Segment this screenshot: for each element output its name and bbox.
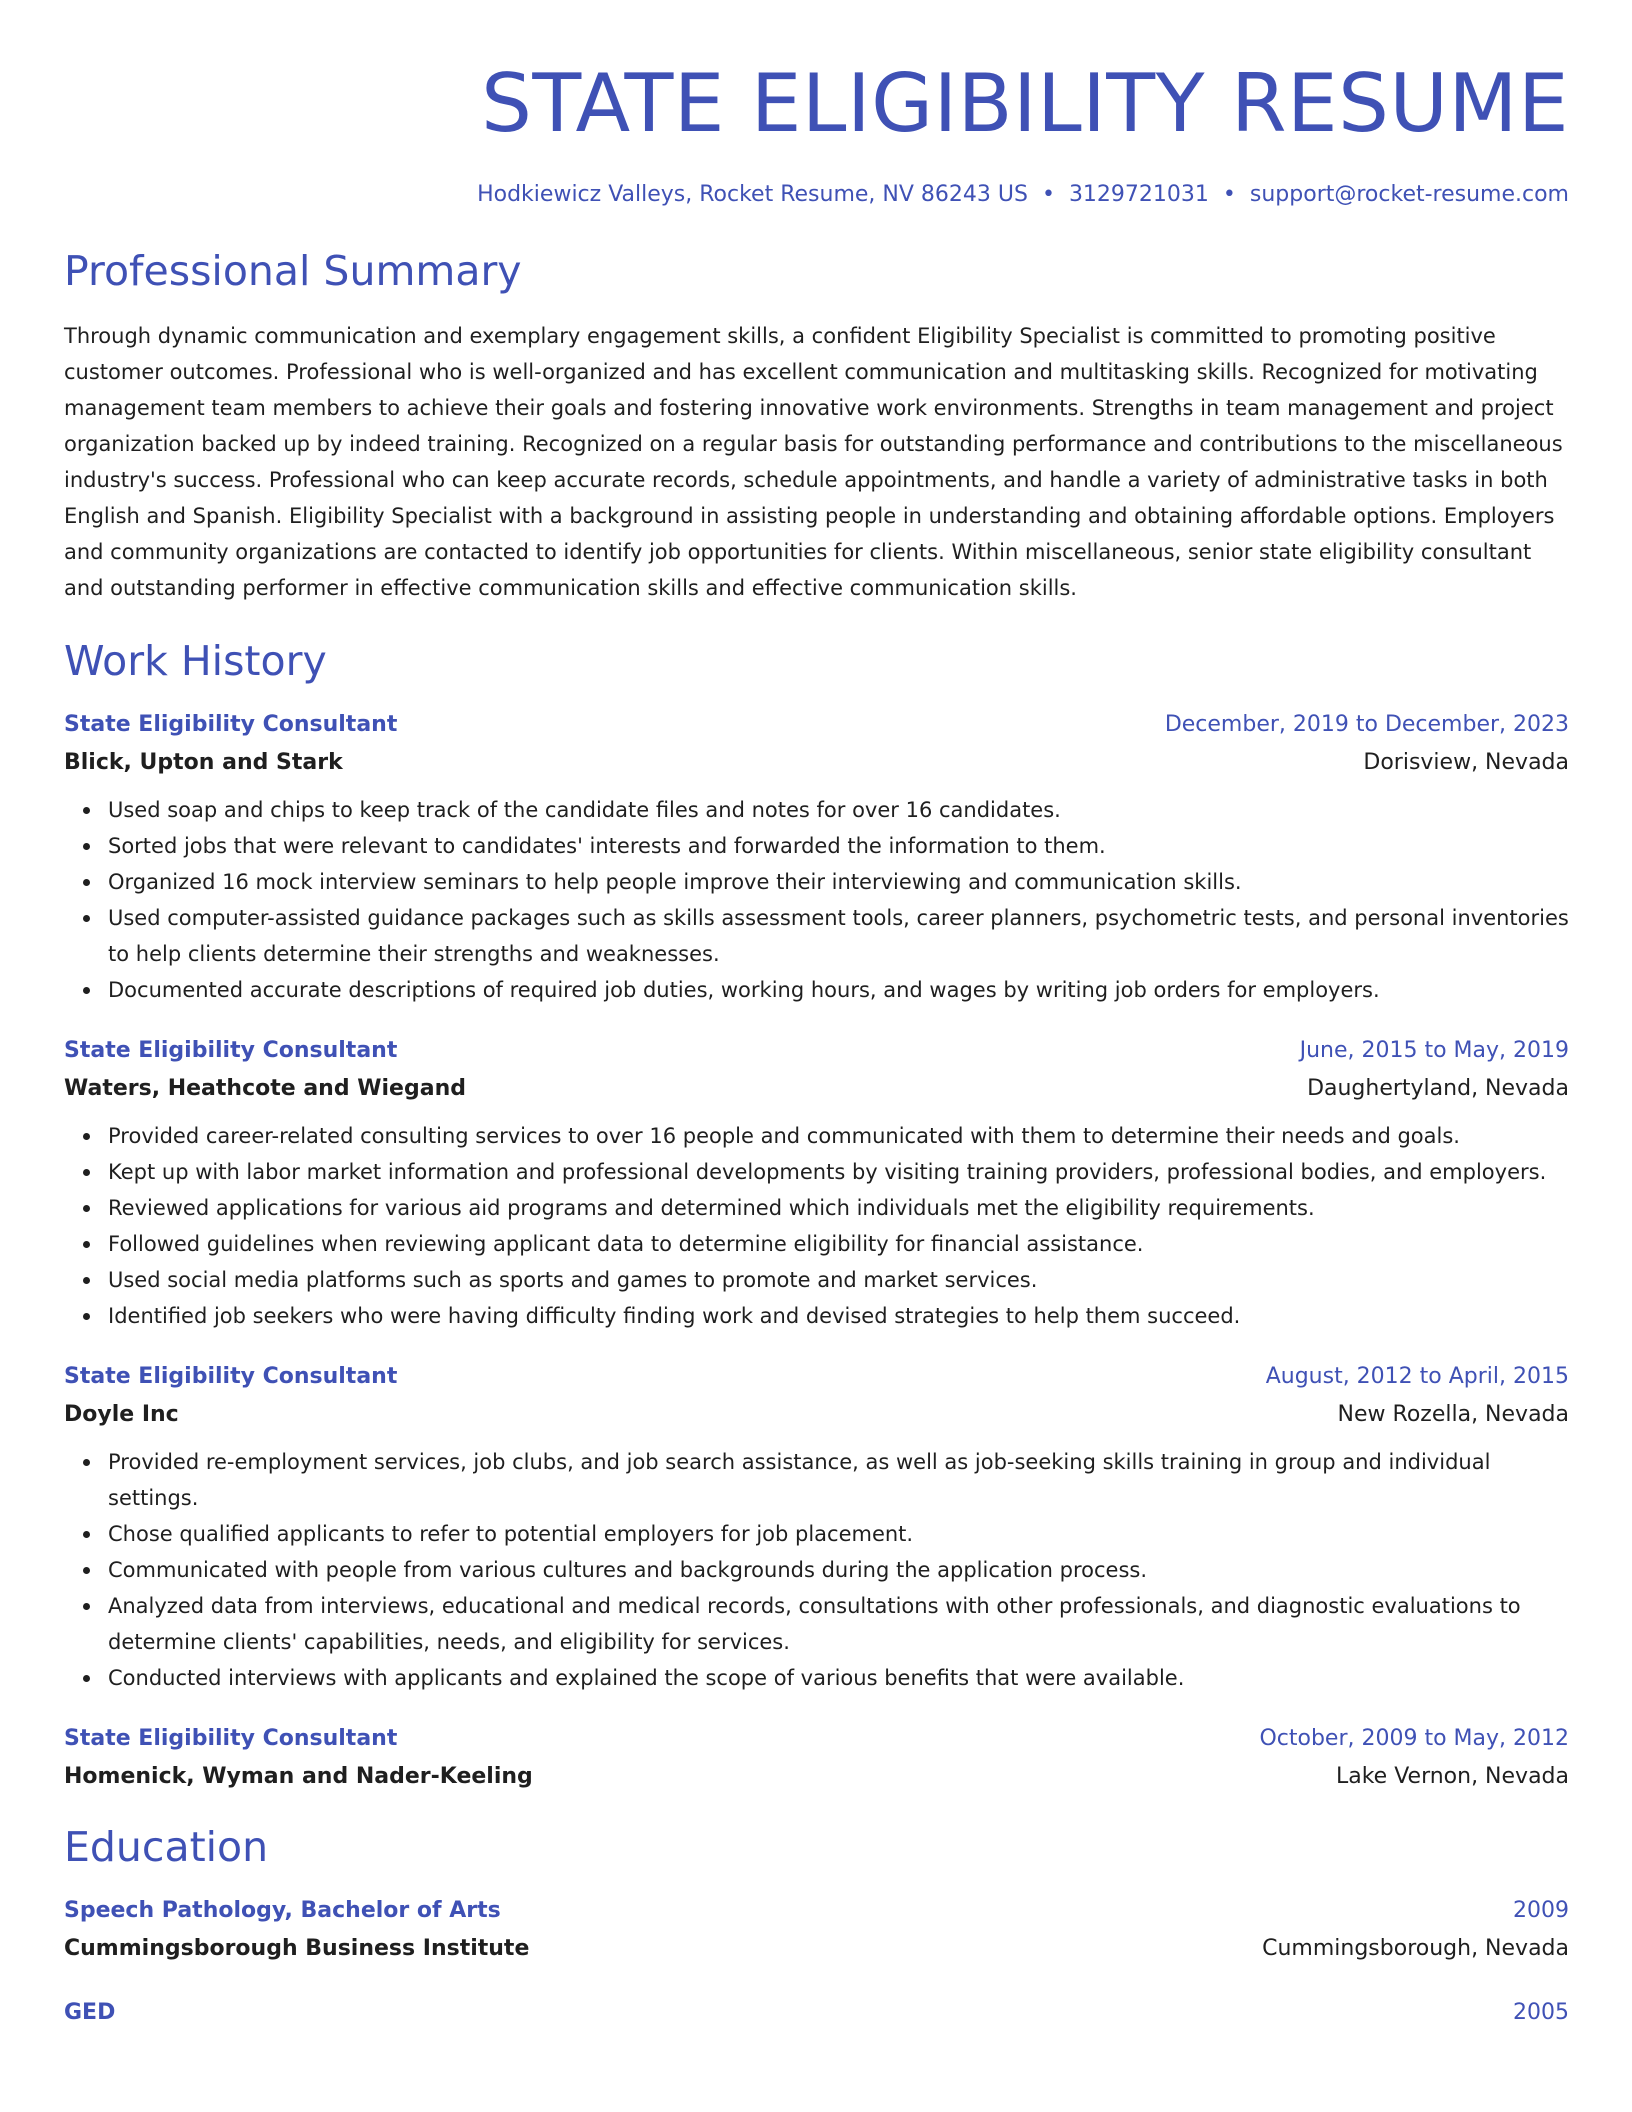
job-title: State Eligibility Consultant: [64, 1038, 398, 1063]
job-bullets: [64, 792, 1569, 1008]
job-bullet: Used social media platforms such as sports and games to promote and market services.: [108, 1262, 1569, 1298]
job-bullet: Used computer-assisted guidance packages such as skills assessment tools, career planners, psychometric tests, and personal inventories to help clients determine their strengths and weaknesses.: [108, 900, 1569, 972]
job-bullet: Identified job seekers who were having difficulty finding work and devised strategies to help them succeed.: [108, 1298, 1569, 1334]
contact-phone: 3129721031: [1068, 182, 1209, 207]
job-company: Waters, Heathcote and Wiegand: [64, 1076, 466, 1101]
job-entry: [64, 710, 1569, 1008]
job-bullet: Communicated with people from various cultures and backgrounds during the application process.: [108, 1552, 1569, 1588]
education-entry: [64, 1998, 1569, 2028]
work-history-heading: Work History: [64, 637, 327, 685]
job-company: Doyle Inc: [64, 1402, 179, 1427]
job-bullet: Analyzed data from interviews, educational and medical records, consultations with other professionals, and diagnostic evaluations to determine clients' capabilities, needs, and eligibility for services.: [108, 1588, 1569, 1660]
job-location: Dorisview, Nevada: [1363, 750, 1569, 775]
job-title: State Eligibility Consultant: [64, 1364, 398, 1389]
education-heading: Education: [64, 1823, 269, 1871]
education-year: 2005: [1513, 2000, 1569, 2025]
job-bullet: Organized 16 mock interview seminars to help people improve their interviewing and communication skills.: [108, 864, 1569, 900]
job-dates: June, 2015 to May, 2019: [1299, 1038, 1569, 1063]
job-bullet: Used soap and chips to keep track of the candidate files and notes for over 16 candidates.: [108, 792, 1569, 828]
job-company: Blick, Upton and Stark: [64, 750, 343, 775]
job-bullets: [64, 1444, 1569, 1696]
job-title: State Eligibility Consultant: [64, 712, 398, 737]
job-bullet: Provided re-employment services, job clubs, and job search assistance, as well as job-seeking skills training in group and individual settings.: [108, 1444, 1569, 1516]
contact-address: Hodkiewicz Valleys, Rocket Resume, NV 86243 US: [477, 182, 1028, 207]
job-dates: December, 2019 to December, 2023: [1164, 712, 1569, 737]
job-bullet: Conducted interviews with applicants and explained the scope of various benefits that were available.: [108, 1660, 1569, 1696]
job-title: State Eligibility Consultant: [64, 1726, 398, 1751]
job-bullet: Sorted jobs that were relevant to candidates' interests and forwarded the information to them.: [108, 828, 1569, 864]
contact-separator: •: [1222, 182, 1236, 207]
education-year: 2009: [1513, 1898, 1569, 1923]
job-bullet: Provided career-related consulting services to over 16 people and communicated with them to determine their needs and goals.: [108, 1118, 1569, 1154]
job-company: Homenick, Wyman and Nader-Keeling: [64, 1764, 533, 1789]
summary-heading: Professional Summary: [64, 247, 522, 295]
job-location: Lake Vernon, Nevada: [1335, 1764, 1569, 1789]
job-entry: [64, 1036, 1569, 1334]
education-location: Cummingsborough, Nevada: [1262, 1936, 1569, 1961]
job-entry: [64, 1724, 1569, 1792]
education-school: Cummingsborough Business Institute: [64, 1936, 530, 1961]
contact-email: support@rocket-resume.com: [1249, 182, 1569, 207]
education-entry: [64, 1896, 1569, 1964]
job-bullet: Followed guidelines when reviewing applicant data to determine eligibility for financial assistance.: [108, 1226, 1569, 1262]
resume-title: STATE ELIGIBILITY RESUME: [481, 57, 1569, 150]
contact-line: [64, 180, 1569, 210]
job-bullet: Documented accurate descriptions of required job duties, working hours, and wages by writing job orders for employers.: [108, 972, 1569, 1008]
job-location: New Rozella, Nevada: [1337, 1402, 1569, 1427]
job-dates: August, 2012 to April, 2015: [1265, 1364, 1569, 1389]
contact-separator: •: [1041, 182, 1055, 207]
job-entry: [64, 1362, 1569, 1696]
education-degree: GED: [64, 2000, 116, 2025]
job-dates: October, 2009 to May, 2012: [1259, 1726, 1569, 1751]
job-bullet: Kept up with labor market information and professional developments by visiting training providers, professional bodies, and employers.: [108, 1154, 1569, 1190]
job-location: Daughertyland, Nevada: [1307, 1076, 1569, 1101]
summary-text: Through dynamic communication and exemplary engagement skills, a confident Eligibility Specialist is committed to promoting positive customer outcomes. Professional who is well-organized and has excellent communication and multitasking skills. Recognized for motivating management team members to achieve their goals and fostering innovative work environments. Strengths in team management and project organization backed up by indeed training. Recognized on a regular basis for outstanding performance and contributions to the miscellaneous industry's success. Professional who can keep accurate records, schedule appointments, and handle a variety of administrative tasks in both English and Spanish. Eligibility Specialist with a background in assisting people in understanding and obtaining affordable options. Employers and community organizations are contacted to identify job opportunities for clients. Within miscellaneous, senior state eligibility consultant and outstanding performer in effective communication skills and effective communication skills.: [64, 324, 1563, 600]
job-bullet: Reviewed applications for various aid programs and determined which individuals met the eligibility requirements.: [108, 1190, 1569, 1226]
job-bullet: Chose qualified applicants to refer to potential employers for job placement.: [108, 1516, 1569, 1552]
job-bullets: [64, 1118, 1569, 1334]
education-degree: Speech Pathology, Bachelor of Arts: [64, 1898, 501, 1923]
